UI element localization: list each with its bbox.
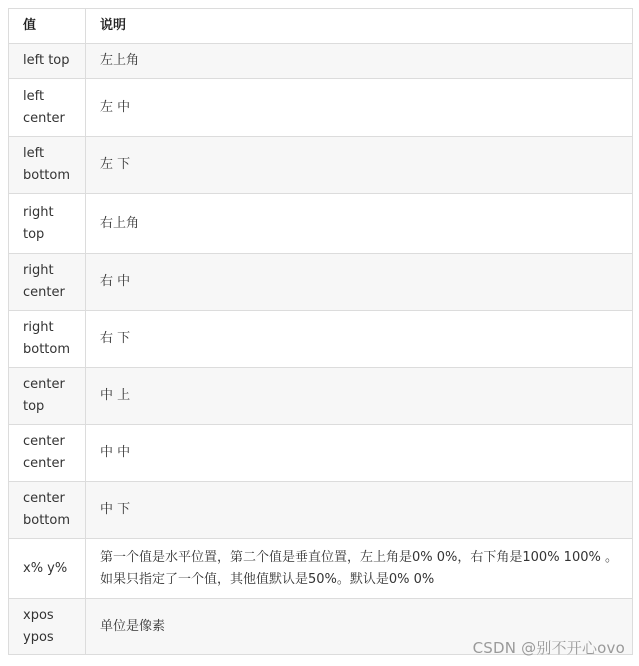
row-value: right bottom xyxy=(9,311,86,368)
table-row xyxy=(9,137,633,194)
row-value: center center xyxy=(9,425,86,482)
row-description: 右上角 xyxy=(86,194,633,254)
table-row xyxy=(9,482,633,539)
row-value: left top xyxy=(9,44,86,79)
row-value: left center xyxy=(9,79,86,137)
row-description: 右 下 xyxy=(86,311,633,368)
row-value: right top xyxy=(9,194,86,254)
header-value: 值 xyxy=(9,9,86,44)
header-description: 说明 xyxy=(86,9,633,44)
row-description: 右 中 xyxy=(86,254,633,311)
table-row xyxy=(9,539,633,599)
csdn-watermark: CSDN @别不开心ovo xyxy=(472,639,625,657)
row-description: 第一个值是水平位置，第二个值是垂直位置，左上角是0% 0%，右下角是100% 100% 。如果只指定了一个值，其他值默认是50%。默认是0% 0% xyxy=(86,539,633,599)
table-row xyxy=(9,44,633,79)
row-description: 中 下 xyxy=(86,482,633,539)
table-row xyxy=(9,425,633,482)
table-row xyxy=(9,79,633,137)
row-description: 单位是像素 xyxy=(86,599,633,655)
row-value: xpos ypos xyxy=(9,599,86,655)
row-value: left bottom xyxy=(9,137,86,194)
row-value: center top xyxy=(9,368,86,425)
row-description: 左 下 xyxy=(86,137,633,194)
row-description: 中 中 xyxy=(86,425,633,482)
row-value: center bottom xyxy=(9,482,86,539)
row-value: right center xyxy=(9,254,86,311)
row-description: 中 上 xyxy=(86,368,633,425)
table-row xyxy=(9,368,633,425)
table-header-row xyxy=(9,9,633,44)
row-value: x% y% xyxy=(9,539,86,599)
table-row xyxy=(9,254,633,311)
row-description: 左 中 xyxy=(86,79,633,137)
row-description: 左上角 xyxy=(86,44,633,79)
table-row xyxy=(9,311,633,368)
css-background-position-table xyxy=(8,8,633,655)
table-row xyxy=(9,194,633,254)
